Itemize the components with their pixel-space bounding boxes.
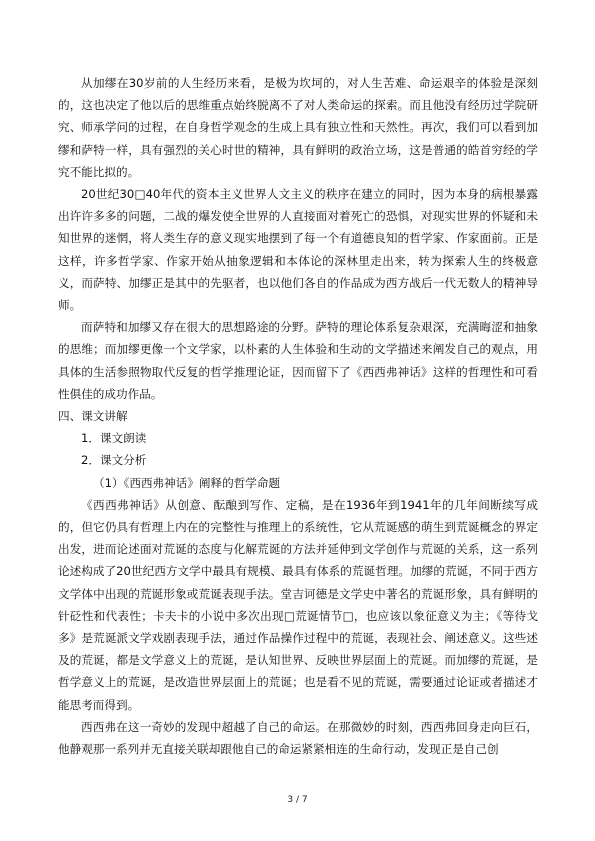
subheading-philosophical-proposition: （1）《西西弗神话》阐释的哲学命题 [93,475,281,490]
paragraph-camus-experience: 从加缪在30岁前的人生经历来看，是极为坎坷的，对人生苦难、命运艰辛的体验是深刻的，这也决定了他以后的思维重点始终脱离不了对人类命运的探索。而且他没有经历过学院研究、师承学问的过程，在自身哲学观念的生成上具有独立性和天然性。再次，我们可以看到加缪和萨特一样，具有强烈的关心时世的精神，具有鲜明的政治立场，这是普通的皓首穷经的学究不能比拟的。 [58,76,538,179]
paragraph-historical-context: 20世纪30□40年代的资本主义世界人文主义的秩序在建立的同时，因为本身的病根暴露出许许多多的问题，二战的爆发使全世界的人直接面对着死亡的恐惧，对现实世界的怀疑和未知世界的迷惘，将人类生存的意义现实地摆到了每一个有道德良知的哲学家、作家面前。正是这样，许多哲学家、作家开始从抽象逻辑和本体论的深林里走出来，转为探索人生的终极意义，而萨特、加缪正是其中的先驱者，也以他们各自的作品成为西方战后一代无数人的精神导师。 [58,187,538,313]
section-heading: 四、课文讲解 [58,409,128,424]
paragraph-sisyphus-transcendence: 西西弗在这一奇妙的发现中超越了自己的命运。在那微妙的时刻，西西弗回身走向巨石，他静观那一系列并无直接关联却跟他自己的命运紧紧相连的生命行动，发现正是自己创 [58,719,538,757]
paragraph-sartre-camus-difference: 而萨特和加缪又存在很大的思想路途的分野。萨特的理论体系复杂艰深，充满晦涩和抽象的思维；而加缪更像一个文学家，以朴素的人生体验和生动的文学描述来阐发自己的观点，用具体的生活参照物取代反复的哲学推理论证，因而留下了《西西弗神话》这样的哲理性和可看性俱佳的成功作品。 [58,320,538,401]
list-item-analysis: 2．课文分析 [81,453,147,468]
paragraph-absurd-philosophy: 《西西弗神话》从创意、酝酿到写作、定稿，是在1936年到1941年的几年间断续写成的，但它仍具有哲理上内在的完整性与推理上的系统性，它从荒诞感的萌生到荒诞概念的界定出发，进而论述面对荒诞的态度与化解荒诞的方法并延伸到文学创作与荒诞的关系，这一系列论述构成了20世纪西方文学中最具有规模、最具有体系的荒诞哲理。加缪的荒诞，不同于西方文学体中出现的荒诞形象或荒诞表现手法。堂吉诃德是文学史中著名的荒诞形象，具有鲜明的针砭性和代表性；卡夫卡的小说中多次出现□荒诞情节□，也应该以象征意义为主；《等待戈多》是荒诞派文学戏剧表现手法，通过作品操作过程中的荒诞，表现社会、阐述意义。这些述及的荒诞，都是文学意义上的荒诞，是认知世界、反映世界层面上的荒诞。而加缪的荒诞，是哲学意义上的荒诞，是改造世界层面上的荒诞；也是看不见的荒诞，需要通过论证或者描述才能思考而得到。 [58,497,538,712]
page-number: 3 / 7 [287,795,308,805]
list-item-reading: 1．课文朗读 [81,431,147,446]
page-content [58,72,538,760]
